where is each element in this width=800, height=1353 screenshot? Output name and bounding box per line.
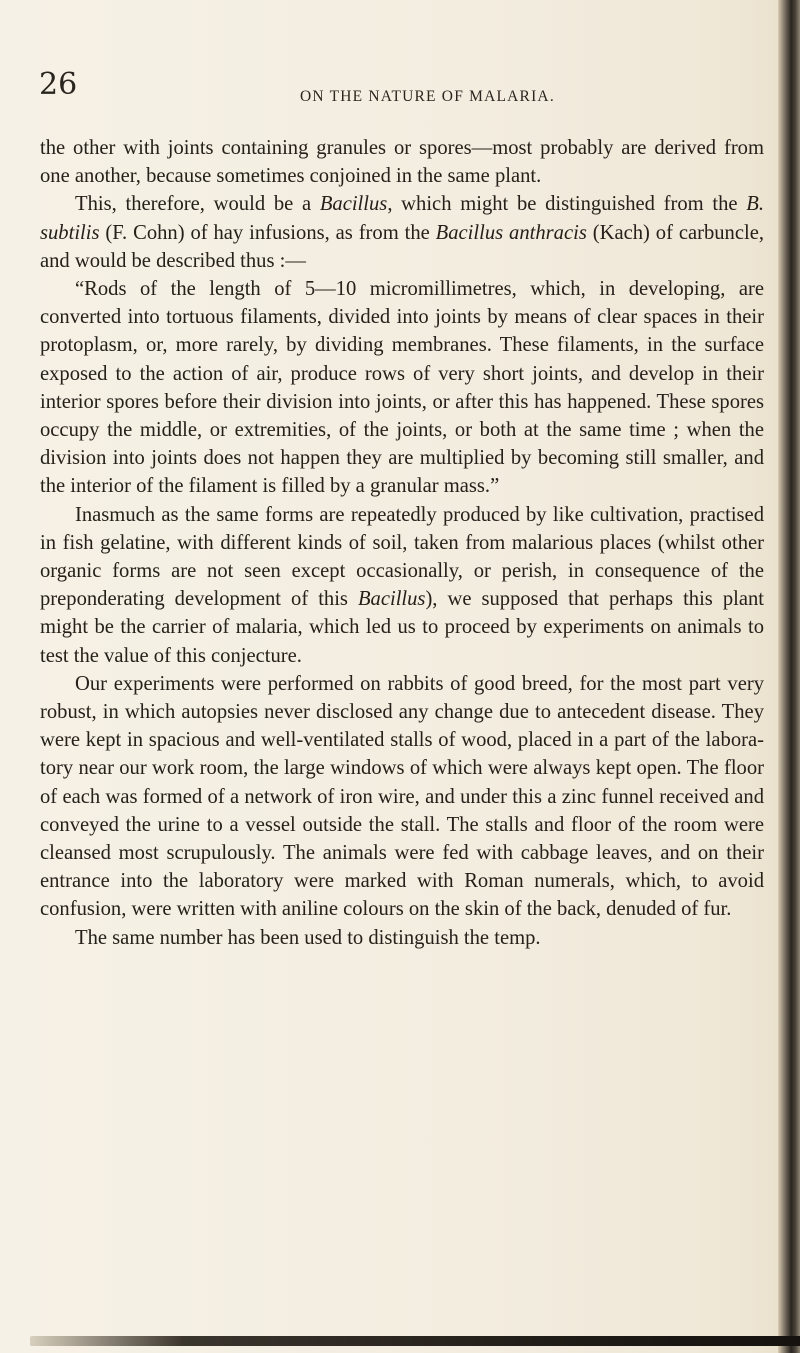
- text-run: , which might be distinguished from the: [387, 193, 747, 216]
- text-run: This, therefore, would be a: [75, 193, 320, 216]
- text-run: the other with joints containing granules or spores—most probably are derived from one another, because sometimes conjoined in the same plant.: [40, 137, 764, 188]
- text-run: The same number has been used to distinguish the temp.: [75, 926, 541, 949]
- paragraph: [40, 190, 764, 275]
- paragraph: [40, 924, 764, 952]
- text-run: (F. Cohn) of hay infusions, as from the: [99, 221, 436, 244]
- italic-term: Bacillus anthracis: [435, 221, 587, 244]
- paragraph: [40, 275, 764, 501]
- page-edge-shadow: [778, 0, 800, 1353]
- paragraph: [40, 134, 764, 190]
- bottom-edge-rule: [30, 1336, 800, 1346]
- running-head: ON THE NATURE OF MALARIA.: [300, 88, 555, 105]
- italic-term: Bacillus: [319, 193, 388, 216]
- text-run: ), we supposed that perhaps this plant might be the carrier of malaria, which led us to proceed by experiments on animals to test the value of this conjecture.: [40, 588, 765, 667]
- text-run: “Rods of the length of 5—10 micromillimetres, which, in developing, are converted into tortuous filaments, divided into joints by means of clear spaces in their protoplasm, or, more rarely, by dividing membranes. These filaments, in the surface exposed to the action of air, produce rows of very short joints, and develop in their interior spores before their division into joints, or after this has happened. These spores occupy the middle, or extremities, of the joints, or both at the same time ; when the division into joints does not happen they are multiplied by becoming still smaller, and the interior of the filament is filled by a granular mass.”: [40, 278, 764, 498]
- text-run: Our experiments were performed on rabbits of good breed, for the most part very robust, in which autopsies never disclosed any change due to antecedent disease. They were kept in spacious and well-ventilated stalls of wood, placed in a part of the laboratory near our work room, the large windows of which were always kept open. The floor of each was formed of a network of iron wire, and under this a zinc funnel received and conveyed the urine to a vessel outside the stall. The stalls and floor of the room were cleansed most scrupulously. The animals were fed with cabbage leaves, and on their entrance into the laboratory were marked with Roman numerals, which, to avoid confusion, were written with aniline colours on the skin of the back, denuded of fur.: [40, 672, 764, 921]
- italic-term: Bacillus: [357, 588, 426, 611]
- body-text: [40, 134, 764, 952]
- paragraph: [40, 670, 764, 924]
- italic-term: B. subtilis: [40, 193, 764, 244]
- page-number: 26: [39, 67, 78, 102]
- text-run: Inasmuch as the same forms are repeatedly produced by like cultivation, practised in fish gelatine, with different kinds of soil, taken from malarious places (whilst other organic forms are not seen except occasionally, or perish, in consequence of the preponderating development of this: [40, 503, 764, 611]
- paragraph: [40, 501, 764, 670]
- text-run: (Kach) of carbuncle, and would be described thus :—: [40, 221, 764, 272]
